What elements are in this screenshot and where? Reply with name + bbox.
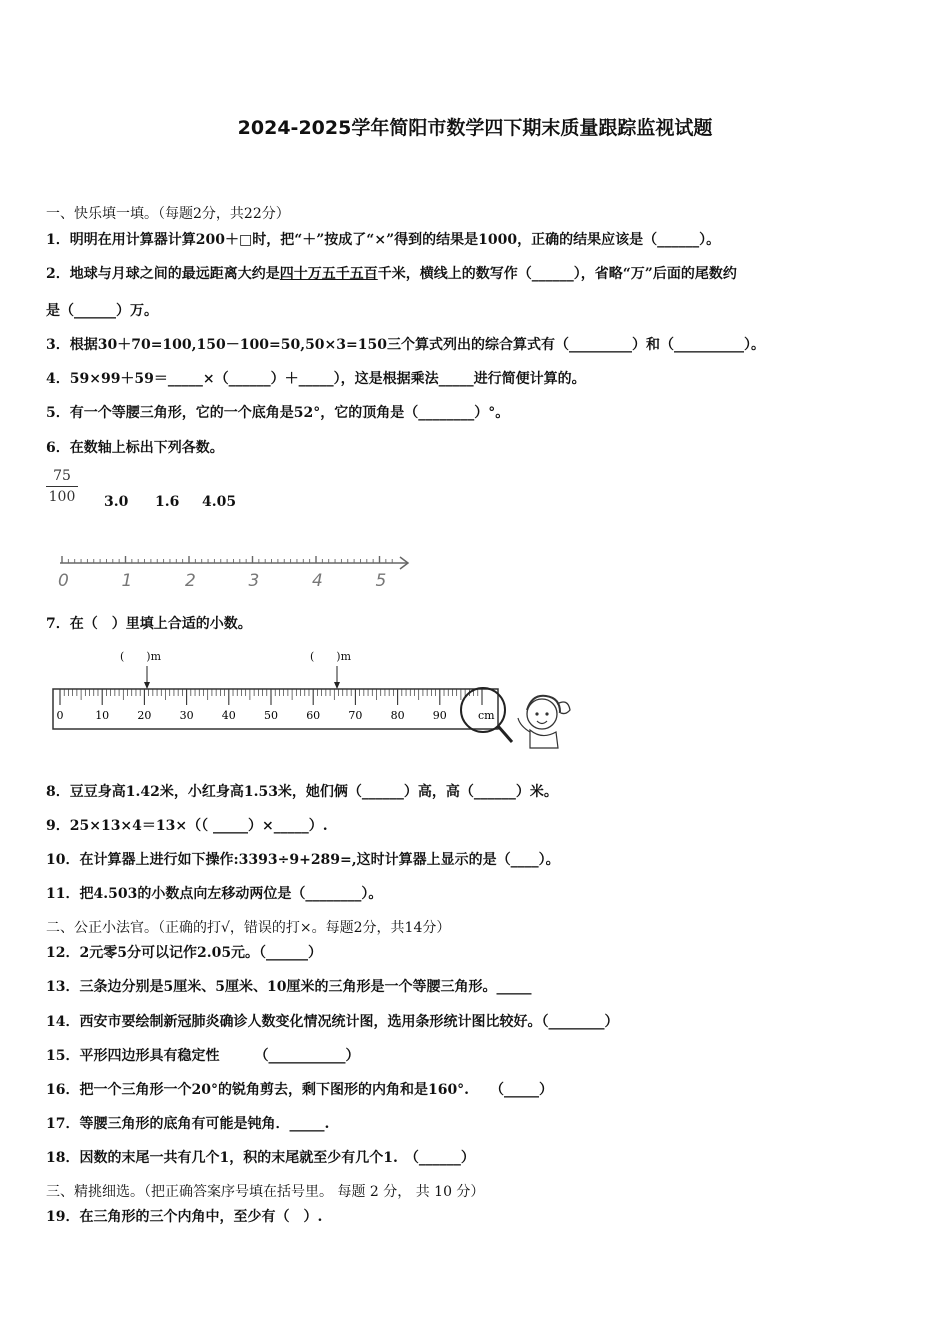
ruler-label: 60 (306, 709, 321, 722)
question-8: 8．豆豆身高1.42米，小红身高1.53米，她们俩（______）高，高（______）米。 (46, 784, 558, 800)
cartoon-girl (518, 696, 570, 748)
girl-body (530, 730, 558, 748)
question-9: 9．25×13×4＝13×（（ _____）×_____）. (46, 818, 328, 834)
question-15: 15．平形四边形具有稳定性 （___________） (46, 1048, 360, 1064)
question-13: 13．三条边分别是5厘米、5厘米、10厘米的三角形是一个等腰三角形。_____ (46, 979, 532, 995)
ruler-label: 80 (390, 709, 405, 722)
question-2-underlined: 四十万五千五百 (279, 266, 378, 282)
question-2-pre: 2．地球与月球之间的最远距离大约是 (46, 266, 280, 282)
ruler-label: 40 (221, 709, 236, 722)
ruler-label: 30 (179, 709, 194, 722)
question-2-post: 千米，横线上的数写作（______），省略“万”后面的尾数约 (377, 266, 737, 282)
question-14: 14．西安市要绘制新冠肺炎确诊人数变化情况统计图，选用条形统计图比较好。（________） (46, 1014, 619, 1030)
ruler-arrowhead-2 (334, 682, 340, 689)
ruler-label: 20 (137, 709, 152, 722)
number-line (50, 550, 420, 600)
question-4: 4．59×99＋59＝_____×（______）＋_____），这是根据乘法_____进行简便计算的。 (46, 371, 586, 387)
girl-eye-right (545, 712, 548, 715)
number-b: 1.6 (155, 494, 180, 510)
number-a: 3.0 (104, 494, 129, 510)
question-19: 19．在三角形的三个内角中，至少有（ ）. (46, 1209, 323, 1225)
question-17: 17．等腰三角形的底角有可能是钝角．_____. (46, 1116, 330, 1132)
question-11: 11．把4.503的小数点向左移动两位是（________）。 (46, 886, 383, 902)
ruler-unit: cm (478, 709, 495, 722)
question-10: 10．在计算器上进行如下操作:3393÷9+289=,这时计算器上显示的是（____）。 (46, 852, 560, 868)
ruler (50, 662, 580, 752)
section-3-heading: 三、精挑细选。（把正确答案序号填在括号里。 每题 2 分， 共 10 分） (46, 1184, 485, 1200)
question-2-line-2: 是（______）万。 (46, 303, 158, 319)
ruler-label: 10 (95, 709, 110, 722)
number-line-label: 4 (312, 571, 323, 591)
question-2-line-1 (46, 263, 737, 283)
number-line-label: 2 (185, 571, 196, 591)
ruler-label: 90 (432, 709, 447, 722)
question-5: 5．有一个等腰三角形，它的一个底角是52°，它的顶角是（________）°。 (46, 405, 510, 421)
question-16: 16．把一个三角形一个20°的锐角剪去，剩下图形的内角和是160°. （_____） (46, 1082, 554, 1098)
exam-title: 2024-2025学年简阳市数学四下期末质量跟踪监视试题 (237, 117, 713, 139)
number-c: 4.05 (202, 494, 237, 510)
question-18: 18．因数的末尾一共有几个1，积的末尾就至少有几个1. （______） (46, 1150, 475, 1166)
fraction-denominator: 100 (48, 489, 76, 505)
question-3: 3．根据30＋70=100,150－100=50,50×3=150三个算式列出的综合算式有（_________）和（__________）。 (46, 337, 765, 353)
magnifier-handle (498, 726, 512, 742)
question-6: 6．在数轴上标出下列各数。 (46, 440, 224, 456)
question-1: 1．明明在用计算器计算200＋□时，把“＋”按成了“×”得到的结果是1000，正确的结果应该是（______）。 (46, 232, 721, 248)
girl-face (527, 699, 557, 729)
ruler-label: 50 (264, 709, 278, 722)
ruler-blank-2: ( )m (310, 650, 352, 663)
fraction-numerator: 75 (46, 468, 78, 487)
girl-eye-left (535, 712, 538, 715)
number-line-label: 0 (58, 571, 69, 591)
number-line-label: 5 (375, 571, 387, 591)
ruler-blank-1: ( )m (120, 650, 162, 663)
fraction-75-100 (46, 468, 78, 505)
section-1-heading: 一、快乐填一填。（每题2分，共22分） (46, 206, 290, 222)
ruler-arrowhead-1 (144, 682, 150, 689)
number-line-label: 1 (121, 571, 133, 591)
question-7: 7．在（ ）里填上合适的小数。 (46, 616, 252, 632)
ruler-label: 0 (56, 709, 64, 722)
number-line-label: 3 (248, 571, 260, 591)
question-12: 12．2元零5分可以记作2.05元。（______） (46, 945, 323, 961)
section-2-heading: 二、公正小法官。（正确的打√，错误的打×。每题2分，共14分） (46, 920, 451, 936)
ruler-label: 70 (348, 709, 363, 722)
